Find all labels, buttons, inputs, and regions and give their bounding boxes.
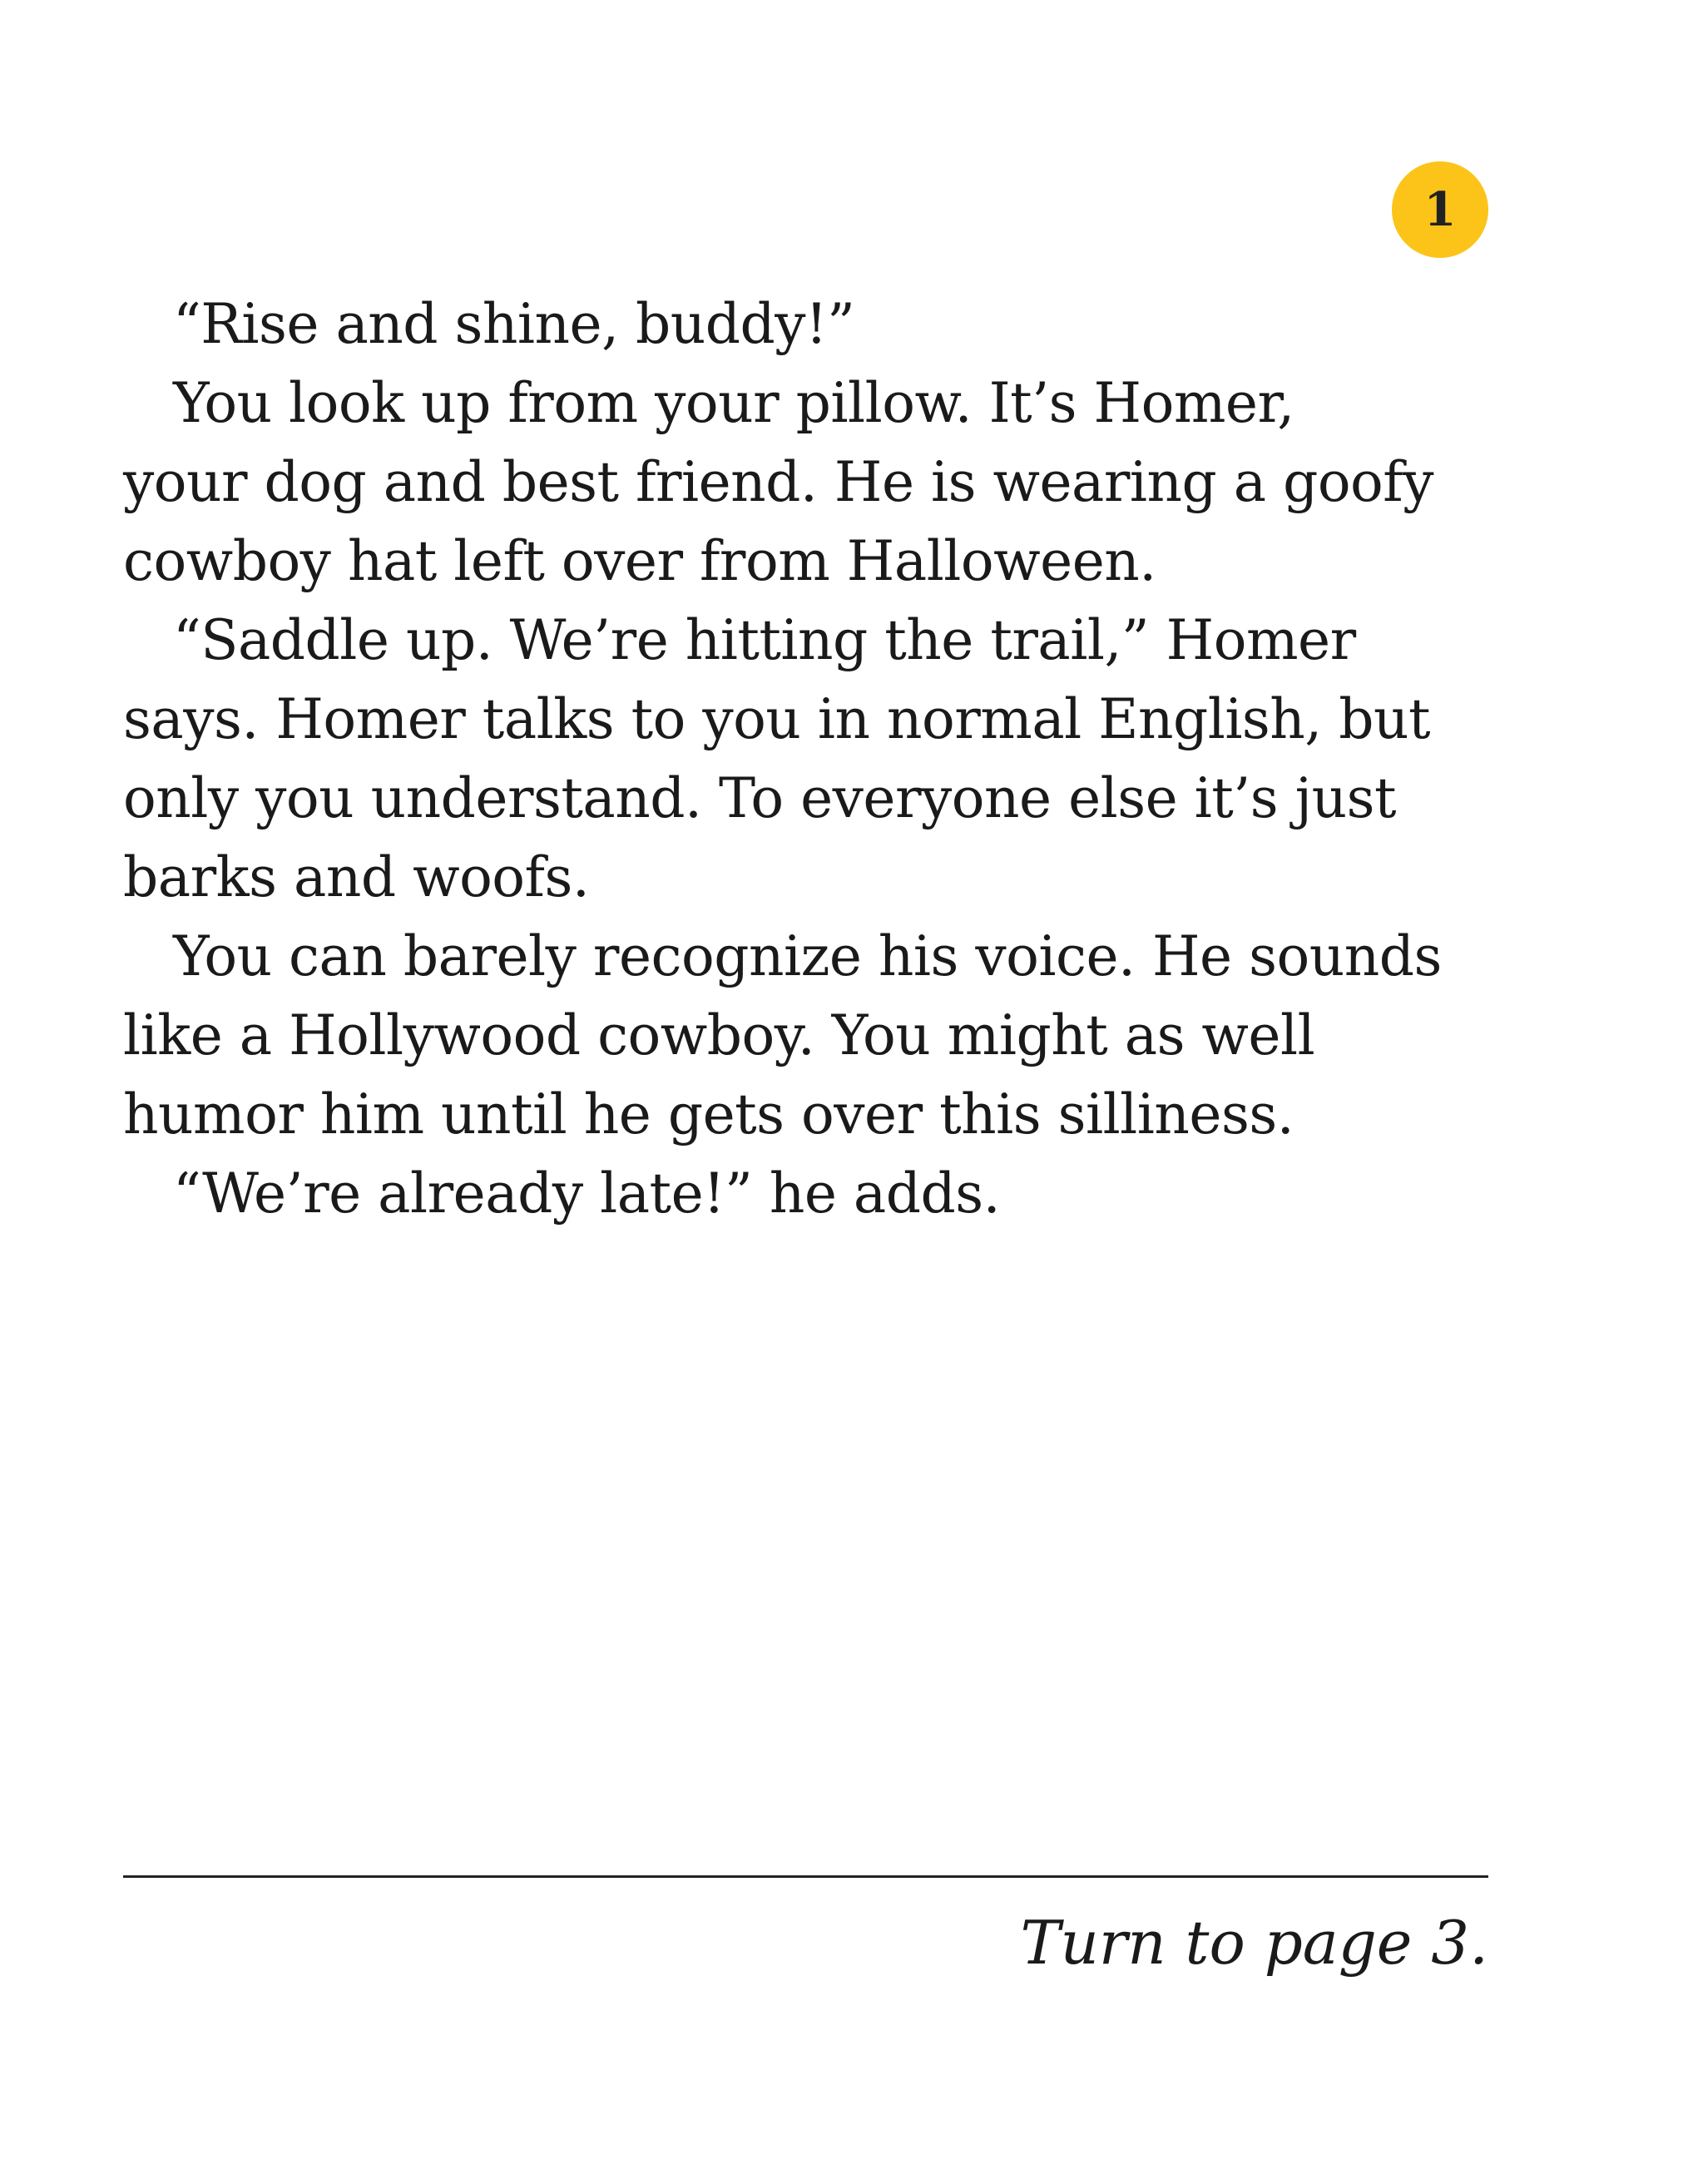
text-line: You look up from your pillow. It’s Homer, — [173, 371, 1294, 435]
paragraph — [123, 1154, 1521, 1233]
text-line: your dog and best friend. He is wearing a goofy — [123, 450, 1434, 514]
text-line: cowboy hat left over from Halloween. — [123, 529, 1156, 593]
text-line: “We’re already late!” he adds. — [173, 1161, 1001, 1226]
text-line: “Rise and shine, buddy!” — [173, 292, 855, 356]
text-line: “Saddle up. We’re hitting the trail,” Homer — [173, 608, 1356, 672]
paragraph — [123, 917, 1521, 1154]
footer-divider — [123, 1875, 1488, 1878]
paragraph — [123, 601, 1521, 917]
text-line: humor him until he gets over this silliness. — [123, 1082, 1294, 1146]
text-line: barks and woofs. — [123, 845, 590, 909]
paragraph — [123, 364, 1521, 601]
turn-to-page-instruction: Turn to page 3. — [1020, 1908, 1488, 1978]
story-text — [123, 285, 1521, 1233]
text-line: like a Hollywood cowboy. You might as well — [123, 1003, 1315, 1067]
page-number: 1 — [1423, 182, 1457, 237]
paragraph — [123, 285, 1521, 364]
text-line: only you understand. To everyone else it’s just — [123, 766, 1396, 830]
text-line: You can barely recognize his voice. He sounds — [173, 924, 1442, 988]
text-line: says. Homer talks to you in normal English, but — [123, 687, 1431, 751]
page-number-badge — [1392, 161, 1488, 258]
